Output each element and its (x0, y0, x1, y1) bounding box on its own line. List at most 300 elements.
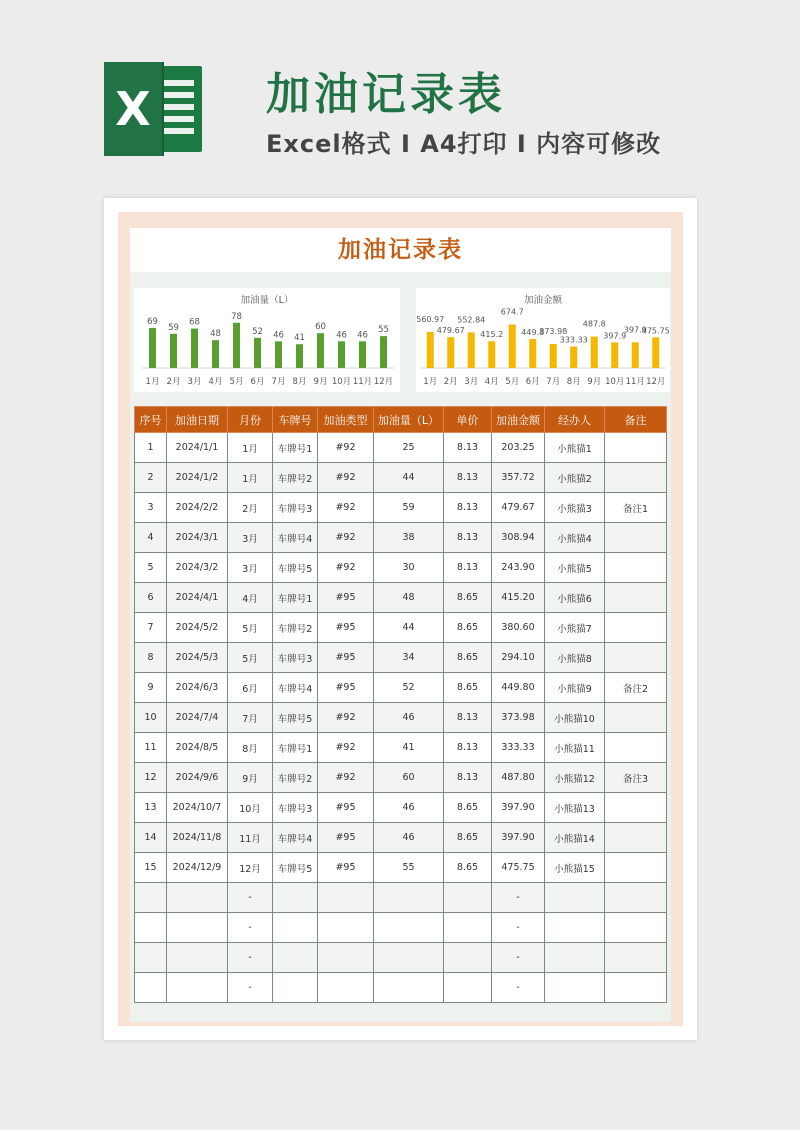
bar-9月 (591, 337, 598, 368)
data-label: 674.7 (500, 307, 524, 317)
table-cell[interactable]: 2024/5/2 (167, 613, 228, 643)
table-cell[interactable]: #92 (318, 733, 374, 763)
table-cell[interactable]: 车牌号4 (273, 823, 318, 853)
table-cell[interactable]: 1月 (228, 463, 273, 493)
table-cell[interactable] (273, 913, 318, 943)
table-cell[interactable] (318, 913, 374, 943)
table-cell[interactable]: 5 (135, 553, 167, 583)
table-cell[interactable]: 44 (374, 613, 444, 643)
table-cell[interactable]: - (492, 973, 545, 1003)
bar-8月 (570, 347, 577, 368)
table-cell[interactable]: 2024/11/8 (167, 823, 228, 853)
table-cell[interactable]: 8.13 (444, 553, 492, 583)
table-cell[interactable]: 小熊猫11 (545, 733, 605, 763)
bar-11月 (632, 342, 639, 368)
table-row (135, 913, 667, 943)
table-cell[interactable] (605, 913, 667, 943)
table-cell[interactable]: 2024/1/1 (167, 433, 228, 463)
table-cell[interactable]: 2 (135, 463, 167, 493)
table-cell[interactable]: #92 (318, 703, 374, 733)
page-subtitle: Excel格式 I A4打印 I 内容可修改 (266, 130, 662, 158)
table-row (135, 673, 667, 703)
table-cell[interactable] (273, 883, 318, 913)
bar-1月 (427, 332, 434, 368)
data-label: 52 (252, 326, 263, 337)
table-cell[interactable]: 8.65 (444, 823, 492, 853)
table-cell[interactable]: 小熊猫7 (545, 613, 605, 643)
table-cell[interactable]: 8.13 (444, 703, 492, 733)
table-cell[interactable]: 7 (135, 613, 167, 643)
table-cell[interactable]: 357.72 (492, 463, 545, 493)
table-cell[interactable]: 小熊猫14 (545, 823, 605, 853)
bar-2月 (170, 334, 177, 368)
column-header: 单价 (444, 407, 492, 433)
table-cell[interactable]: - (492, 913, 545, 943)
table-cell[interactable]: 小熊猫1 (545, 433, 605, 463)
tick-label: 7月 (271, 377, 286, 387)
table-cell[interactable] (444, 883, 492, 913)
table-row (135, 883, 667, 913)
table-cell[interactable]: 车牌号4 (273, 523, 318, 553)
table-cell[interactable]: 397.90 (492, 793, 545, 823)
table-cell[interactable]: 46 (374, 823, 444, 853)
data-label: 397.9 (603, 331, 627, 341)
bar-1月 (149, 328, 156, 368)
tick-label: 4月 (208, 377, 223, 387)
table-cell[interactable]: 2月 (228, 493, 273, 523)
data-label: 78 (231, 311, 242, 322)
table-cell[interactable] (444, 943, 492, 973)
tick-label: 9月 (313, 377, 328, 387)
table-cell[interactable]: 3 (135, 493, 167, 523)
table-cell[interactable]: 2024/7/4 (167, 703, 228, 733)
table-cell[interactable]: 2024/6/3 (167, 673, 228, 703)
table-cell[interactable]: 2024/5/3 (167, 643, 228, 673)
table-header-row (135, 407, 667, 433)
bar-2月 (447, 337, 454, 368)
table-cell[interactable]: 2024/2/2 (167, 493, 228, 523)
table-cell[interactable]: 2024/10/7 (167, 793, 228, 823)
tick-label: 12月 (646, 377, 666, 387)
bar-10月 (338, 341, 345, 368)
table-cell[interactable] (273, 973, 318, 1003)
table-cell[interactable]: 25 (374, 433, 444, 463)
sheet-title: 加油记录表 (130, 228, 671, 272)
column-header: 备注 (605, 407, 667, 433)
table-cell[interactable]: 3月 (228, 523, 273, 553)
table-cell[interactable] (605, 793, 667, 823)
table-cell[interactable]: 2024/3/1 (167, 523, 228, 553)
table-cell[interactable]: 2024/4/1 (167, 583, 228, 613)
table-cell[interactable]: 车牌号2 (273, 613, 318, 643)
bar-8月 (296, 344, 303, 368)
table-cell[interactable] (135, 883, 167, 913)
table-cell[interactable]: 小熊猫10 (545, 703, 605, 733)
table-cell[interactable]: 备注2 (605, 673, 667, 703)
page-title: 加油记录表 (266, 69, 506, 120)
tick-label: 1月 (145, 377, 160, 387)
table-row (135, 613, 667, 643)
tick-label: 3月 (187, 377, 202, 387)
bar-9月 (317, 333, 324, 368)
table-cell[interactable]: 15 (135, 853, 167, 883)
tick-label: 11月 (352, 377, 373, 387)
table-cell[interactable]: 2024/9/6 (167, 763, 228, 793)
table-cell[interactable]: #95 (318, 793, 374, 823)
table-cell[interactable]: 6 (135, 583, 167, 613)
table-cell[interactable] (605, 973, 667, 1003)
table-cell[interactable]: 8月 (228, 733, 273, 763)
table-cell[interactable] (374, 943, 444, 973)
table-cell[interactable]: 12 (135, 763, 167, 793)
table-cell[interactable]: 38 (374, 523, 444, 553)
table-row (135, 463, 667, 493)
table-cell[interactable] (135, 943, 167, 973)
table-row (135, 523, 667, 553)
table-cell[interactable]: 车牌号5 (273, 853, 318, 883)
table-cell[interactable] (374, 883, 444, 913)
table-cell[interactable]: 小熊猫6 (545, 583, 605, 613)
data-label: 68 (189, 317, 200, 328)
table-cell[interactable]: 9 (135, 673, 167, 703)
table-cell[interactable] (545, 913, 605, 943)
table-cell[interactable]: 2024/12/9 (167, 853, 228, 883)
table-cell[interactable] (605, 733, 667, 763)
table-cell[interactable]: 5月 (228, 613, 273, 643)
table-cell[interactable]: 8.65 (444, 793, 492, 823)
bar-10月 (611, 342, 618, 368)
table-cell[interactable] (605, 853, 667, 883)
table-cell[interactable]: 8.65 (444, 673, 492, 703)
table-cell[interactable]: 车牌号1 (273, 433, 318, 463)
table-cell[interactable] (605, 943, 667, 973)
table-cell[interactable]: #92 (318, 433, 374, 463)
fuel-volume-chart-svg (134, 288, 400, 392)
table-body (135, 433, 667, 1003)
table-cell[interactable]: 34 (374, 643, 444, 673)
tick-label: 10月 (605, 377, 625, 387)
table-cell[interactable]: 30 (374, 553, 444, 583)
table-cell[interactable] (374, 913, 444, 943)
table-cell[interactable]: 48 (374, 583, 444, 613)
table-cell[interactable]: 1月 (228, 433, 273, 463)
table-row (135, 733, 667, 763)
tick-label: 8月 (292, 377, 307, 387)
table-cell[interactable]: 2024/1/2 (167, 463, 228, 493)
table-cell[interactable]: #95 (318, 673, 374, 703)
table-cell[interactable] (605, 523, 667, 553)
table-cell[interactable]: 487.80 (492, 763, 545, 793)
bar-4月 (212, 340, 219, 368)
table-cell[interactable]: 车牌号3 (273, 493, 318, 523)
table-cell[interactable]: 415.20 (492, 583, 545, 613)
data-label: 333.33 (559, 335, 588, 345)
excel-logo-letter: X (104, 62, 162, 156)
table-row (135, 583, 667, 613)
data-label: 397.9 (623, 325, 647, 335)
fuel-log-table (134, 406, 667, 1003)
chart-title: 加油量（L） (240, 295, 294, 306)
table-cell[interactable]: - (492, 943, 545, 973)
data-label: 46 (273, 330, 284, 341)
table-cell[interactable]: 7月 (228, 703, 273, 733)
table-cell[interactable] (135, 913, 167, 943)
table-row (135, 943, 667, 973)
table-cell[interactable] (135, 973, 167, 1003)
table-cell[interactable] (605, 433, 667, 463)
bar-3月 (191, 329, 198, 368)
fuel-amount-chart (416, 288, 670, 392)
table-cell[interactable]: 车牌号1 (273, 733, 318, 763)
table-cell[interactable]: 11 (135, 733, 167, 763)
chart-title: 加油金额 (523, 295, 563, 306)
data-label: 41 (294, 333, 305, 344)
data-label: 48 (210, 329, 221, 340)
table-cell[interactable] (545, 943, 605, 973)
table-cell[interactable]: 小熊猫3 (545, 493, 605, 523)
tick-label: 6月 (250, 377, 265, 387)
tick-label: 5月 (505, 377, 520, 387)
tick-label: 8月 (566, 377, 581, 387)
table-cell[interactable]: - (492, 883, 545, 913)
bar-6月 (529, 339, 536, 368)
table-cell[interactable] (273, 943, 318, 973)
table-cell[interactable]: 59 (374, 493, 444, 523)
table-cell[interactable]: #92 (318, 493, 374, 523)
table-cell[interactable] (605, 553, 667, 583)
table-cell[interactable]: #95 (318, 643, 374, 673)
table-cell[interactable] (167, 883, 228, 913)
table-row (135, 853, 667, 883)
tick-label: 12月 (373, 377, 394, 387)
table-cell[interactable]: 10 (135, 703, 167, 733)
table-cell[interactable]: 475.75 (492, 853, 545, 883)
table-cell[interactable]: 55 (374, 853, 444, 883)
table-cell[interactable]: 46 (374, 793, 444, 823)
table-cell[interactable]: 243.90 (492, 553, 545, 583)
table-cell[interactable]: #92 (318, 763, 374, 793)
data-label: 46 (336, 330, 347, 341)
column-header: 经办人 (545, 407, 605, 433)
table-cell[interactable]: 小熊猫5 (545, 553, 605, 583)
table-cell[interactable] (167, 943, 228, 973)
tick-label: 7月 (546, 377, 561, 387)
data-label: 487.8 (582, 319, 606, 329)
table-cell[interactable]: 44 (374, 463, 444, 493)
table-cell[interactable] (605, 643, 667, 673)
table-row (135, 763, 667, 793)
table-cell[interactable]: 14 (135, 823, 167, 853)
table-cell[interactable]: 8.13 (444, 523, 492, 553)
table-cell[interactable] (605, 463, 667, 493)
tick-label: 2月 (166, 377, 181, 387)
table-cell[interactable]: 4月 (228, 583, 273, 613)
table-cell[interactable]: 380.60 (492, 613, 545, 643)
table-cell[interactable]: 11月 (228, 823, 273, 853)
bar-11月 (359, 341, 366, 368)
fuel-amount-chart-svg (416, 288, 670, 392)
table-cell[interactable]: #95 (318, 853, 374, 883)
table-row (135, 793, 667, 823)
table-cell[interactable]: 8.65 (444, 853, 492, 883)
table-cell[interactable]: 1 (135, 433, 167, 463)
table-cell[interactable]: 8.13 (444, 433, 492, 463)
table-cell[interactable]: 小熊猫15 (545, 853, 605, 883)
table-cell[interactable]: 46 (374, 703, 444, 733)
table-cell[interactable]: 车牌号2 (273, 463, 318, 493)
table-cell[interactable]: 8.13 (444, 493, 492, 523)
table-cell[interactable]: 小熊猫9 (545, 673, 605, 703)
table-cell[interactable]: 车牌号3 (273, 793, 318, 823)
table-cell[interactable]: 车牌号1 (273, 583, 318, 613)
table-cell[interactable]: 小熊猫4 (545, 523, 605, 553)
table-cell[interactable]: 车牌号5 (273, 553, 318, 583)
table-cell[interactable] (444, 913, 492, 943)
tick-label: 6月 (525, 377, 540, 387)
table-cell[interactable]: #95 (318, 613, 374, 643)
table-cell[interactable]: 9月 (228, 763, 273, 793)
tick-label: 10月 (331, 377, 352, 387)
bar-4月 (488, 341, 495, 368)
table-cell[interactable]: 373.98 (492, 703, 545, 733)
table-cell[interactable] (605, 883, 667, 913)
table-row (135, 433, 667, 463)
table-cell[interactable]: 8.13 (444, 763, 492, 793)
table-cell[interactable]: 备注3 (605, 763, 667, 793)
table-cell[interactable]: #95 (318, 583, 374, 613)
bar-7月 (275, 341, 282, 368)
table-cell[interactable]: 41 (374, 733, 444, 763)
column-header: 车牌号 (273, 407, 318, 433)
table-cell[interactable]: 8.13 (444, 463, 492, 493)
column-header: 加油日期 (167, 407, 228, 433)
table-cell[interactable]: #92 (318, 523, 374, 553)
table-cell[interactable]: 52 (374, 673, 444, 703)
table-cell[interactable] (605, 583, 667, 613)
column-header: 加油量（L） (374, 407, 444, 433)
table-row (135, 553, 667, 583)
table-cell[interactable]: 小熊猫12 (545, 763, 605, 793)
table-cell[interactable]: 小熊猫8 (545, 643, 605, 673)
data-label: 479.67 (436, 326, 465, 336)
column-header: 序号 (135, 407, 167, 433)
table-cell[interactable] (167, 913, 228, 943)
table-cell[interactable]: 小熊猫2 (545, 463, 605, 493)
table-cell[interactable] (444, 973, 492, 1003)
column-header: 月份 (228, 407, 273, 433)
table-cell[interactable] (545, 883, 605, 913)
table-cell[interactable] (318, 883, 374, 913)
table-cell[interactable]: 308.94 (492, 523, 545, 553)
column-header: 加油类型 (318, 407, 374, 433)
data-label: 46 (357, 330, 368, 341)
data-label: 373.98 (539, 326, 568, 336)
tick-label: 3月 (464, 377, 479, 387)
data-label: 415.2 (480, 330, 504, 340)
table-row (135, 973, 667, 1003)
bar-12月 (380, 336, 387, 368)
bar-12月 (652, 337, 659, 368)
table-cell[interactable]: - (228, 883, 273, 913)
table-cell[interactable]: 13 (135, 793, 167, 823)
table-cell[interactable]: - (228, 973, 273, 1003)
data-label: 475.75 (641, 326, 670, 336)
table-cell[interactable]: 2024/3/2 (167, 553, 228, 583)
bar-5月 (233, 323, 240, 368)
table-cell[interactable]: 车牌号4 (273, 673, 318, 703)
table-cell[interactable]: 3月 (228, 553, 273, 583)
data-label: 69 (147, 316, 158, 327)
table-cell[interactable]: 2024/8/5 (167, 733, 228, 763)
tick-label: 1月 (423, 377, 438, 387)
table-cell[interactable]: 8.13 (444, 733, 492, 763)
table-cell[interactable]: 12月 (228, 853, 273, 883)
table-cell[interactable]: 小熊猫13 (545, 793, 605, 823)
data-label: 552.84 (457, 315, 486, 325)
bar-5月 (509, 325, 516, 368)
table-cell[interactable]: 6月 (228, 673, 273, 703)
tick-label: 5月 (229, 377, 244, 387)
table-cell[interactable]: 8.65 (444, 583, 492, 613)
column-header: 加油金额 (492, 407, 545, 433)
table-cell[interactable] (167, 973, 228, 1003)
table-cell[interactable]: 397.90 (492, 823, 545, 853)
table-cell[interactable]: #95 (318, 823, 374, 853)
table-cell[interactable]: #92 (318, 463, 374, 493)
table-cell[interactable]: 车牌号5 (273, 703, 318, 733)
table-cell[interactable]: 203.25 (492, 433, 545, 463)
tick-label: 11月 (625, 377, 645, 387)
table-cell[interactable]: 备注1 (605, 493, 667, 523)
table-cell[interactable]: 4 (135, 523, 167, 553)
table-cell[interactable] (318, 973, 374, 1003)
bar-7月 (550, 344, 557, 368)
data-label: 59 (168, 322, 179, 333)
data-label: 560.97 (416, 314, 445, 324)
table-cell[interactable]: 294.10 (492, 643, 545, 673)
table-cell[interactable]: 10月 (228, 793, 273, 823)
table-cell[interactable]: 车牌号3 (273, 643, 318, 673)
data-label: 55 (378, 325, 389, 336)
table-cell[interactable]: 479.67 (492, 493, 545, 523)
document-page (104, 198, 697, 1040)
table-cell[interactable]: #92 (318, 553, 374, 583)
table-cell[interactable] (318, 943, 374, 973)
table-cell[interactable] (605, 613, 667, 643)
fuel-volume-chart (134, 288, 400, 392)
table-cell[interactable]: - (228, 913, 273, 943)
table-cell[interactable]: 8 (135, 643, 167, 673)
tick-label: 4月 (484, 377, 499, 387)
table-row (135, 823, 667, 853)
table-row (135, 493, 667, 523)
bar-6月 (254, 338, 261, 368)
table-cell[interactable]: 449.80 (492, 673, 545, 703)
table-cell[interactable] (605, 703, 667, 733)
data-label: 60 (315, 322, 326, 333)
table-cell[interactable]: 8.65 (444, 643, 492, 673)
table-cell[interactable]: 333.33 (492, 733, 545, 763)
table-cell[interactable] (605, 823, 667, 853)
table-cell[interactable] (374, 973, 444, 1003)
table-cell[interactable]: 60 (374, 763, 444, 793)
table-cell[interactable]: - (228, 943, 273, 973)
table-cell[interactable]: 5月 (228, 643, 273, 673)
table-cell[interactable] (545, 973, 605, 1003)
table-cell[interactable]: 车牌号2 (273, 763, 318, 793)
table-cell[interactable]: 8.65 (444, 613, 492, 643)
table-row (135, 703, 667, 733)
